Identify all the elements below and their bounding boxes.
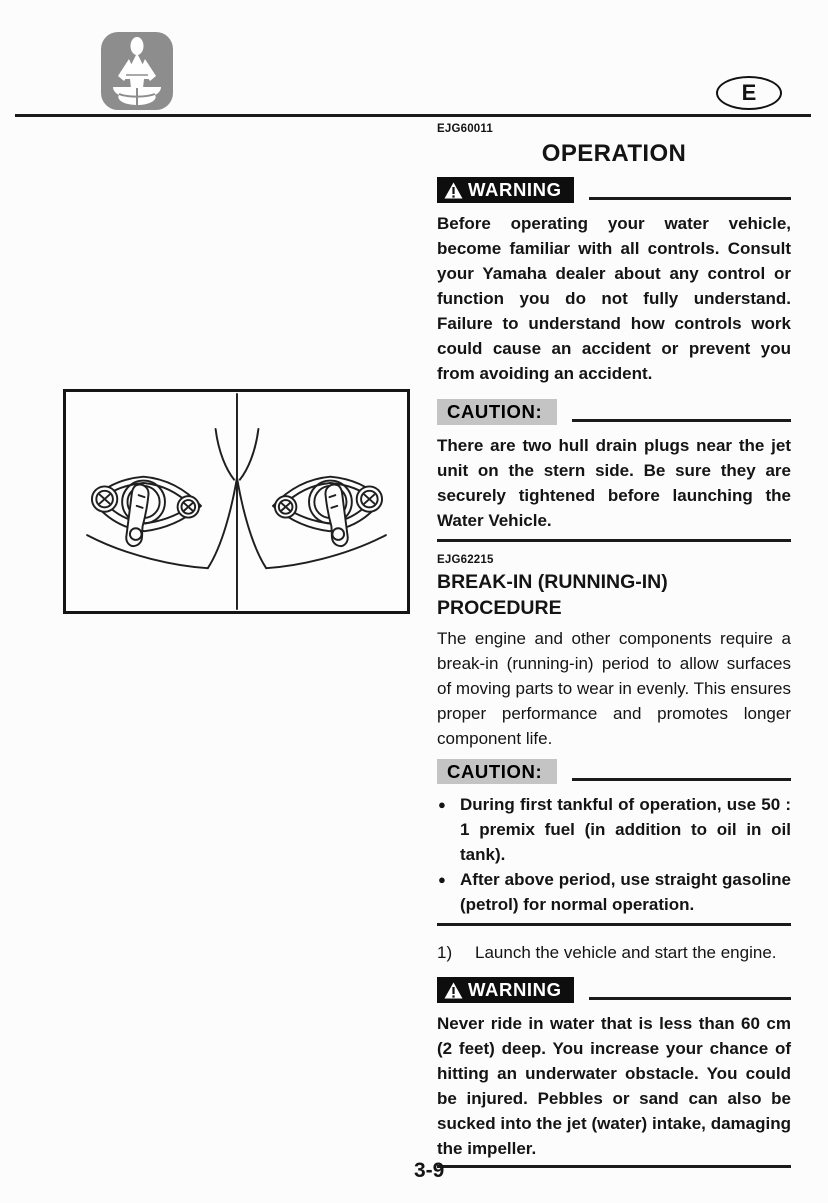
section-end-rule	[437, 1165, 791, 1168]
caution-label: CAUTION:	[437, 399, 557, 424]
caution-rule	[572, 778, 791, 781]
warning-paragraph: Before operating your water vehicle, become familiar with all controls. Consult your Yamaha dealer about any control or function you do not fully understand. Failure to understand how controls work could cause an accident or prevent you from avoiding an accident.	[437, 214, 791, 384]
bullet-icon: ●	[438, 871, 446, 887]
section-end-rule	[437, 539, 791, 542]
caution-header	[437, 399, 791, 424]
warning-label	[437, 977, 574, 1003]
list-item	[437, 867, 791, 917]
drain-plugs-illustration	[66, 392, 407, 611]
step-number: 1)	[437, 942, 453, 962]
page-title: OPERATION	[541, 140, 687, 167]
step-text: Launch the vehicle and start the engine.	[475, 942, 777, 962]
bullet-icon: ●	[438, 796, 446, 812]
language-badge-letter: E	[741, 80, 757, 105]
language-badge	[716, 76, 782, 110]
drain-plugs-figure	[63, 389, 410, 614]
warning-label-text: WARNING	[468, 179, 562, 200]
warning-triangle-icon	[444, 982, 463, 999]
header-divider	[15, 114, 811, 117]
list-item-text: After above period, use straight gasoline (petrol) for normal operation.	[460, 869, 791, 914]
warning-rule	[589, 197, 791, 200]
list-item	[437, 792, 791, 867]
paragraph-code: EJG62215	[437, 553, 494, 566]
paragraph-code: EJG60011	[437, 123, 493, 135]
watercraft-rider-icon	[100, 31, 174, 111]
warning-header	[437, 977, 791, 1003]
section-end-rule	[437, 923, 791, 926]
section-body: The engine and other components require a break-in (running-in) period to allow surfaces of moving parts to wear in evenly. This ensures proper performance and promotes longer component life.	[437, 628, 791, 748]
list-item-text: During first tankful of operation, use 50 : 1 premix fuel (in addition to oil in oil tank).	[460, 794, 791, 864]
caution-paragraph: There are two hull drain plugs near the jet unit on the stern side. Be sure they are securely tightened before launching the Water Vehicle.	[437, 435, 791, 530]
warning-paragraph: Never ride in water that is less than 60 cm (2 feet) deep. You increase your chance of hitting an underwater obstacle. You could be injured. Pebbles or sand can also be sucked into the jet (water) intake, damaging the impeller.	[437, 1014, 791, 1159]
caution-bullet-list	[437, 792, 791, 917]
warning-triangle-icon	[444, 182, 463, 199]
text-column	[437, 123, 791, 1168]
warning-header	[437, 177, 791, 203]
section-heading	[437, 569, 791, 621]
page-number: 3-9	[414, 1159, 445, 1182]
section-heading-line1: BREAK-IN (RUNNING-IN)	[437, 570, 668, 593]
warning-label-text: WARNING	[468, 978, 562, 1000]
warning-label	[437, 177, 574, 203]
caution-header	[437, 759, 791, 784]
warning-rule	[589, 997, 791, 1000]
numbered-step	[437, 940, 791, 965]
caution-rule	[572, 419, 791, 422]
caution-label: CAUTION:	[437, 759, 557, 784]
section-heading-line2: PROCEDURE	[437, 596, 562, 619]
